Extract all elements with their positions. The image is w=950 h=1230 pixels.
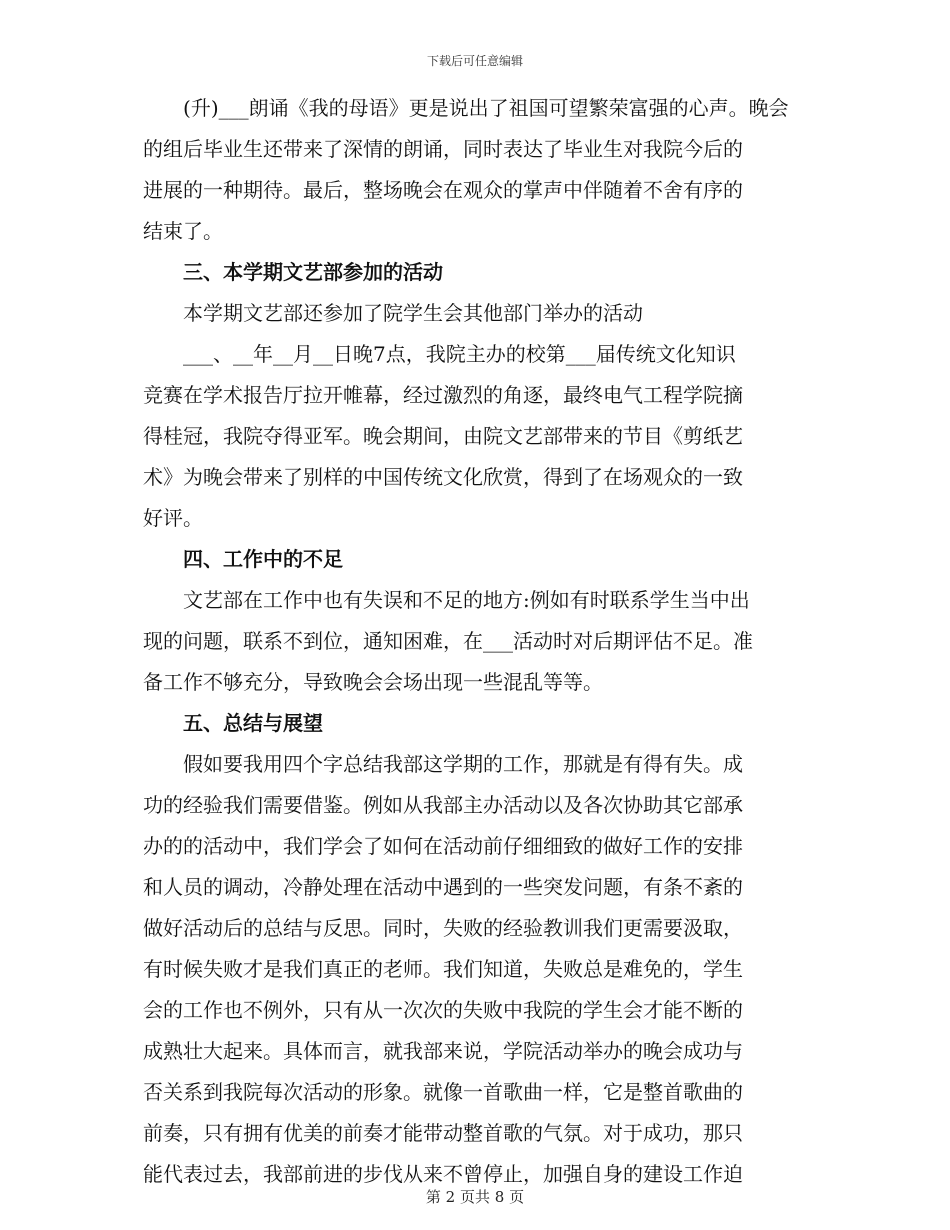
text-line: 成熟壮大起来。具体而言，就我部来说，学院活动举办的晚会成功与 [143,1039,743,1063]
text-line: 结束了。 [143,219,223,243]
paragraph [143,580,803,703]
text-line: 的组后毕业生还带来了深情的朗诵，同时表达了毕业生对我院今后的 [143,137,743,161]
paragraph [143,334,803,539]
text-line: 和人员的调动，冷静处理在活动中遇到的一些突发问题，有条不紊的 [143,875,743,899]
text-line: 能代表过去，我部前进的步伐从来不曾停止，加强自身的建设工作迫 [143,1162,743,1186]
page-footer: 第 2 页共 8 页 [425,1188,525,1206]
text-line: 会的工作也不例外，只有从一次次的失败中我院的学生会才能不断的 [143,998,743,1022]
text-line: 文艺部在工作中也有失误和不足的地方:例如有时联系学生当中出 [183,588,750,612]
text-line: 功的经验我们需要借鉴。例如从我部主办活动以及各次协助其它部承 [143,793,743,817]
text-line: 好评。 [143,506,203,530]
page-header: 下载后可任意编辑 [426,54,523,68]
text-line: (升)___朗诵《我的母语》更是说出了祖国可望繁荣富强的心声。晚会 [183,96,789,120]
paragraph [143,744,803,1195]
text-line: 办的的活动中，我们学会了如何在活动前仔细细致的做好工作的安排 [143,834,743,858]
text-line: 备工作不够充分，导致晚会会场出现一些混乱等等。 [143,670,603,694]
text-line: 前奏，只有拥有优美的前奏才能带动整首歌的气氛。对于成功，那只 [143,1121,743,1145]
paragraph [143,88,803,252]
section-heading: 五、总结与展望 [183,711,323,735]
paragraph [143,293,803,334]
text-line: 术》为晚会带来了别样的中国传统文化欣赏，得到了在场观众的一致 [143,465,743,489]
text-line: 有时候失败才是我们真正的老师。我们知道，失败总是难免的，学生 [143,957,743,981]
section-heading: 三、本学期文艺部参加的活动 [183,260,443,284]
section-heading: 四、工作中的不足 [183,547,343,571]
text-line: 现的问题，联系不到位，通知困难，在___活动时对后期评估不足。准 [143,629,753,653]
text-line: 本学期文艺部还参加了院学生会其他部门举办的活动 [183,301,643,325]
text-line: ___、__年__月__日晚7点，我院主办的校第___届传统文化知识 [183,342,736,366]
text-line: 竞赛在学术报告厅拉开帷幕，经过激烈的角逐，最终电气工程学院摘 [143,383,743,407]
text-line: 假如要我用四个字总结我部这学期的工作，那就是有得有失。成 [183,752,743,776]
text-line: 得桂冠，我院夺得亚军。晚会期间，由院文艺部带来的节目《剪纸艺 [143,424,743,448]
text-line: 做好活动后的总结与反思。同时，失败的经验教训我们更需要汲取， [143,916,743,940]
text-line: 进展的一种期待。最后，整场晚会在观众的掌声中伴随着不舍有序的 [143,178,743,202]
text-line: 否关系到我院每次活动的形象。就像一首歌曲一样，它是整首歌曲的 [143,1080,743,1104]
document-body [143,88,803,1195]
